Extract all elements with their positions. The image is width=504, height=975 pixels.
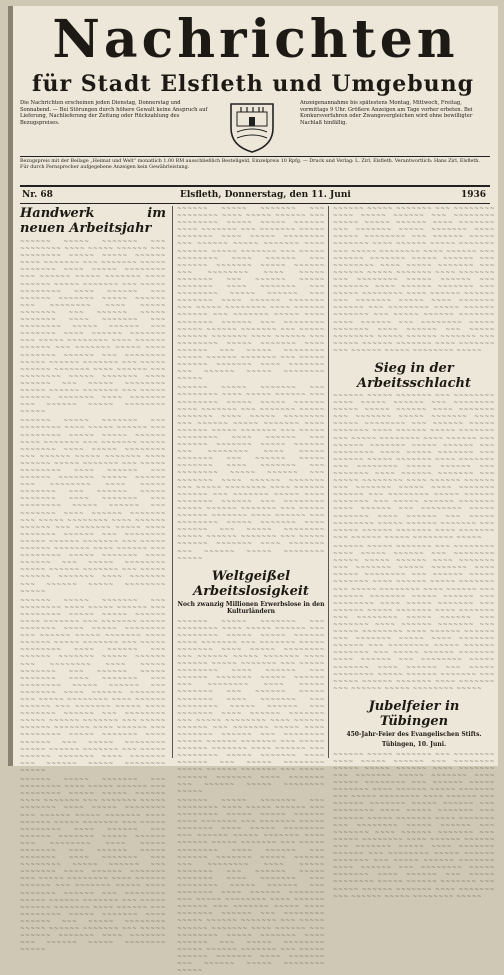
issue-number: Nr. 68 [22,187,53,203]
column-2 [172,206,325,758]
column-3 [328,206,495,758]
article-body-weltgeissel: ~~~~~~ ~~~~~ ~~~~~~~ ~~~ ~~~~~~~~ ~~~~ ~~~~~ ~~~~~~ ~~~ ~~~~~~~~ ~~~~~ ~~~~~ ~~~~~~ ~~~~ ~~~~~~~ ~~~ ~~~~~~~ ~~~~~ ~~~~~~~ ~~~~ ~~~~~ ~~~~~~~~ ~~~ ~~~~~~ ~~~~~ ~~~~~~~ ~~~~ ~~~~~~ ~~~~~ ~~~~~~~ ~~~ ~~~~~ ~~~~~~~~ ~~~~ ~~~~~~ ~~~ ~~~~~~ ~~~~~~~ ~~~~~ ~~~~~~ ~~~ ~~~~~~~~ ~~~~ ~~~~~ ~~~~~~~ ~~~ ~~~~~~ ~~~~~ ~~~~~~~ ~~~~ ~~~~~~~ ~~~ ~~~~~~~~ ~~~~~ ~~~~~~ ~~~ ~~~~~~~ ~~~~ ~~~~~~ ~~~~~~~ ~~~ ~~~~~ ~~~~~~~~ ~~~~ ~~~~~~ ~~~~~~ ~~~ ~~~~~~~ ~~~~~ ~~~~ ~~~~~~~ ~~~~~~ ~~~ ~~~~~~~~ ~~~~~ ~~~~~~ ~~~~~~~ ~~~ ~~~~~ ~~~~~~ ~~~~~~~ ~~~~ ~~~~~~ ~~~ ~~~~~~~~ ~~~~~ ~~~~~~~ ~~~~ ~~~~~~ ~~~ ~~~~~ ~~~~~~~~ ~~~~~ ~~~~~~ ~~~~~~~ ~~~ ~~~~~ ~~~~~~ ~~~~~~~ ~~~~ ~~~~~~~ ~~~ ~~~~~~ ~~~~~ ~~~~~~~~ ~~~~~ ~~~~~~ ~~~~~ ~~~~~~~ ~~~ ~~~~~~~~ ~~~~ ~~~~~ ~~~~~~ ~~~ ~~~~~~~~ ~~~~~ ~~~~~ ~~~~~~ ~~~~ ~~~~~~~ ~~~ ~~~~~~~ ~~~~~ ~~~~~~~ ~~~~ ~~~~~ ~~~~~~~~ ~~~ ~~~~~~ ~~~~~ ~~~~~~~ ~~~~ ~~~~~~ ~~~~~ ~~~~~~~ ~~~ ~~~~~ ~~~~~~~~ ~~~~ ~~~~~~ ~~~ ~~~~~~ ~~~~~~~ ~~~~~ ~~~~~~ ~~~ ~~~~~~~~ ~~~~ ~~~~~ ~~~~~~~ ~~~ ~~~~~~ ~~~~~ ~~~~~~~ ~~~~ ~~~~~~~ ~~~ ~~~~~~~~ ~~~~~ ~~~~~~ ~~~ ~~~~~~~ ~~~~ ~~~~~~ ~~~~~~~ ~~~ ~~~~~ ~~~~~~~~ ~~~~ ~~~~~~ ~~~~~~ ~~~ ~~~~~~~ ~~~~~ ~~~~ ~~~~~~~ ~~~~~~ ~~~ ~~~~~~~~ ~~~~~ ~~~~~~ ~~~~~~~ ~~~ ~~~~~ ~~~~~~ ~~~~~~~ ~~~~ ~~~~~~ ~~~ ~~~~~~~~ ~~~~~ ~~~~~~~ ~~~~ ~~~~~~ ~~~ ~~~~~ ~~~~~~~~ ~~~~~ ~~~~~~ ~~~~~~~ ~~~ ~~~~~ ~~~~~~ ~~~~~~~ ~~~~ ~~~~~~~ ~~~ ~~~~~~ ~~~~~ ~~~~~~~~ ~~~~~ [177,619,325,975]
issue-date: Elsfleth, Donnerstag, den 11. Juni [180,187,351,203]
article-subtitle-weltgeissel: Noch zwanzig Millionen Erwerbslose in den Kulturländern [177,601,325,616]
column-1 [20,206,166,758]
article-dateline-jubelfeier: Tübingen, 10. Juni. [333,741,495,748]
publication-info: Die Nachrichten erscheinen jeden Dienstag, Donnerstag und Sonnabend. — Bei Störungen durch höhere Gewalt keine Anspruch auf Lieferung, Nachlieferung der Zeitung oder Rückzahlung des Bezugspreises. [20,100,210,126]
town-crest-icon [223,98,281,154]
masthead-subtitle: für Stadt Elsfleth und Umgebung [18,72,488,96]
article-subtitle-jubelfeier: 450-Jahr-Feier des Evangelischen Stifts. [333,731,495,738]
article-body-jubelfeier: ~~~~~~ ~~~~~ ~~~~~~~ ~~~ ~~~~~~~~ ~~~~ ~~~~~ ~~~~~~ ~~~ ~~~~~~~~ ~~~~~ ~~~~~ ~~~~~~ ~~~~ ~~~~~~~ ~~~ ~~~~~~~ ~~~~~ ~~~~~~~ ~~~~ ~~~~~ ~~~~~~~~ ~~~ ~~~~~~ ~~~~~ ~~~~~~~ ~~~~ ~~~~~~ ~~~~~ ~~~~~~~ ~~~ ~~~~~ ~~~~~~~~ ~~~~ ~~~~~~ ~~~ ~~~~~~ ~~~~~~~ ~~~~~ ~~~~~~ ~~~ ~~~~~~~~ ~~~~ ~~~~~ ~~~~~~~ ~~~ ~~~~~~ ~~~~~ ~~~~~~~ ~~~~ ~~~~~~~ ~~~ ~~~~~~~~ ~~~~~ ~~~~~~ ~~~ ~~~~~~~ ~~~~ ~~~~~~ ~~~~~~~ ~~~ ~~~~~ ~~~~~~~~ ~~~~ ~~~~~~ ~~~~~~ ~~~ ~~~~~~~ ~~~~~ ~~~~ ~~~~~~~ ~~~~~~ ~~~ ~~~~~~~~ ~~~~~ ~~~~~~ ~~~~~~~ ~~~ ~~~~~ ~~~~~~ ~~~~~~~ ~~~~ ~~~~~~ ~~~ ~~~~~~~~ ~~~~~ ~~~~~~~ ~~~~ ~~~~~~ ~~~ ~~~~~ ~~~~~~~~ ~~~~~ ~~~~~~ ~~~~~~~ ~~~ ~~~~~ ~~~~~~ ~~~~~~~ ~~~~ ~~~~~~~ ~~~ ~~~~~~ ~~~~~ ~~~~~~~~ ~~~~~ [333,752,495,901]
article-body-sieg: ~~~~~~ ~~~~~ ~~~~~~~ ~~~ ~~~~~~~~ ~~~~ ~~~~~ ~~~~~~ ~~~ ~~~~~~~~ ~~~~~ ~~~~~ ~~~~~~ ~~~~ ~~~~~~~ ~~~ ~~~~~~~ ~~~~~ ~~~~~~~ ~~~~ ~~~~~ ~~~~~~~~ ~~~ ~~~~~~ ~~~~~ ~~~~~~~ ~~~~ ~~~~~~ ~~~~~ ~~~~~~~ ~~~ ~~~~~ ~~~~~~~~ ~~~~ ~~~~~~ ~~~ ~~~~~~ ~~~~~~~ ~~~~~ ~~~~~~ ~~~ ~~~~~~~~ ~~~~ ~~~~~ ~~~~~~~ ~~~ ~~~~~~ ~~~~~ ~~~~~~~ ~~~~ ~~~~~~~ ~~~ ~~~~~~~~ ~~~~~ ~~~~~~ ~~~ ~~~~~~~ ~~~~ ~~~~~~ ~~~~~~~ ~~~ ~~~~~ ~~~~~~~~ ~~~~ ~~~~~~ ~~~~~~ ~~~ ~~~~~~~ ~~~~~ ~~~~ ~~~~~~~ ~~~~~~ ~~~ ~~~~~~~~ ~~~~~ ~~~~~~ ~~~~~~~ ~~~ ~~~~~ ~~~~~~ ~~~~~~~ ~~~~ ~~~~~~ ~~~ ~~~~~~~~ ~~~~~ ~~~~~~~ ~~~~ ~~~~~~ ~~~ ~~~~~ ~~~~~~~~ ~~~~~ ~~~~~~ ~~~~~~~ ~~~ ~~~~~ ~~~~~~ ~~~~~~~ ~~~~ ~~~~~~~ ~~~ ~~~~~~ ~~~~~ ~~~~~~~~ ~~~~~ ~~~~~~ ~~~~~ ~~~~~~~ ~~~ ~~~~~~~~ ~~~~ ~~~~~ ~~~~~~ ~~~ ~~~~~~~~ ~~~~~ ~~~~~ ~~~~~~ ~~~~ ~~~~~~~ ~~~ ~~~~~~~ ~~~~~ ~~~~~~~ ~~~~ ~~~~~ ~~~~~~~~ ~~~ ~~~~~~ ~~~~~ ~~~~~~~ ~~~~ ~~~~~~ ~~~~~ ~~~~~~~ ~~~ ~~~~~ ~~~~~~~~ ~~~~ ~~~~~~ ~~~ ~~~~~~ ~~~~~~~ ~~~~~ ~~~~~~ ~~~ ~~~~~~~~ ~~~~ ~~~~~ ~~~~~~~ ~~~ ~~~~~~ ~~~~~ ~~~~~~~ ~~~~ ~~~~~~~ ~~~ ~~~~~~~~ ~~~~~ ~~~~~~ ~~~ ~~~~~~~ ~~~~ ~~~~~~ ~~~~~~~ ~~~ ~~~~~ ~~~~~~~~ ~~~~ ~~~~~~ ~~~~~~ ~~~ ~~~~~~~ ~~~~~ ~~~~ ~~~~~~~ ~~~~~~ ~~~ ~~~~~~~~ ~~~~~ ~~~~~~ ~~~~~~~ ~~~ ~~~~~ ~~~~~~ ~~~~~~~ ~~~~ ~~~~~~ ~~~ ~~~~~~~~ ~~~~~ ~~~~~~~ ~~~~ ~~~~~~ ~~~ ~~~~~ ~~~~~~~~ ~~~~~ ~~~~~~ ~~~~~~~ ~~~ ~~~~~ ~~~~~~ ~~~~~~~ ~~~~ ~~~~~~~ ~~~ ~~~~~~ ~~~~~ ~~~~~~~~ ~~~~~ [333,393,495,693]
article-body-continued: ~~~~~~ ~~~~~ ~~~~~~~ ~~~ ~~~~~~~~ ~~~~ ~~~~~ ~~~~~~ ~~~ ~~~~~~~~ ~~~~~ ~~~~~ ~~~~~~ ~~~~ ~~~~~~~ ~~~ ~~~~~~~ ~~~~~ ~~~~~~~ ~~~~ ~~~~~ ~~~~~~~~ ~~~ ~~~~~~ ~~~~~ ~~~~~~~ ~~~~ ~~~~~~ ~~~~~ ~~~~~~~ ~~~ ~~~~~ ~~~~~~~~ ~~~~ ~~~~~~ ~~~ ~~~~~~ ~~~~~~~ ~~~~~ ~~~~~~ ~~~ ~~~~~~~~ ~~~~ ~~~~~ ~~~~~~~ ~~~ ~~~~~~ ~~~~~ ~~~~~~~ ~~~~ ~~~~~~~ ~~~ ~~~~~~~~ ~~~~~ ~~~~~~ ~~~ ~~~~~~~ ~~~~ ~~~~~~ ~~~~~~~ ~~~ ~~~~~ ~~~~~~~~ ~~~~ ~~~~~~ ~~~~~~ ~~~ ~~~~~~~ ~~~~~ ~~~~ ~~~~~~~ ~~~~~~ ~~~ ~~~~~~~~ ~~~~~ ~~~~~~ ~~~~~~~ ~~~ ~~~~~ ~~~~~~ ~~~~~~~ ~~~~ ~~~~~~ ~~~ ~~~~~~~~ ~~~~~ ~~~~~~~ ~~~~ ~~~~~~ ~~~ ~~~~~ ~~~~~~~~ ~~~~~ ~~~~~~ ~~~~~~~ ~~~ ~~~~~ ~~~~~~ ~~~~~~~ ~~~~ ~~~~~~~ ~~~ ~~~~~~ ~~~~~ ~~~~~~~~ ~~~~~ ~~~~~~ ~~~~~ ~~~~~~~ ~~~ ~~~~~~~~ ~~~~ ~~~~~ ~~~~~~ ~~~ ~~~~~~~~ ~~~~~ ~~~~~ ~~~~~~ ~~~~ ~~~~~~~ ~~~ ~~~~~~~ ~~~~~ ~~~~~~~ ~~~~ ~~~~~ ~~~~~~~~ ~~~ ~~~~~~ ~~~~~ ~~~~~~~ ~~~~ ~~~~~~ ~~~~~ ~~~~~~~ ~~~ ~~~~~ ~~~~~~~~ ~~~~ ~~~~~~ ~~~ ~~~~~~ ~~~~~~~ ~~~~~ ~~~~~~ ~~~ ~~~~~~~~ ~~~~ ~~~~~ ~~~~~~~ ~~~ ~~~~~~ ~~~~~ ~~~~~~~ ~~~~ ~~~~~~~ ~~~ ~~~~~~~~ ~~~~~ ~~~~~~ ~~~ ~~~~~~~ ~~~~ ~~~~~~ ~~~~~~~ ~~~ ~~~~~ ~~~~~~~~ ~~~~ ~~~~~~ ~~~~~~ ~~~ ~~~~~~~ ~~~~~ ~~~~ ~~~~~~~ ~~~~~~ ~~~ ~~~~~~~~ ~~~~~ ~~~~~~ ~~~~~~~ ~~~ ~~~~~ ~~~~~~ ~~~~~~~ ~~~~ ~~~~~~ ~~~ ~~~~~~~~ ~~~~~ ~~~~~~~ ~~~~ ~~~~~~ ~~~ ~~~~~ ~~~~~~~~ ~~~~~ ~~~~~~ ~~~~~~~ ~~~ ~~~~~ ~~~~~~ ~~~~~~~ ~~~~ ~~~~~~~ ~~~ ~~~~~~ ~~~~~ ~~~~~~~~ ~~~~~ [177,206,325,563]
advertising-info: Anzeigenannahme bis spätestens Montag, Mittwoch, Freitag, vormittags 9 Uhr. Größere Anzeigen am Tage vorher erbeten. Bei Konkursverfahren oder Zwangsvergleichen wird ohne bewilligter Nachlaß hinfällig. [300,100,490,126]
article-title-weltgeissel: Weltgeißel Arbeitslosigkeit [177,569,325,599]
imprint-line: Bezugspreis mit der Beilage „Heimat und Welt“ monatlich 1.00 RM ausschließlich Bestellgeld, Einzelpreis 10 Rpfg. — Druck und Verlag: L. Zirl, Elsfleth. Verantwortlich: Hans Zirl, Elsfleth. Für durch Fernsprecher aufgegebene Anzeigen kein Gewährleistung. [20,156,490,172]
article-title-handwerk: Handwerk im neuen Arbeitsjahr [20,206,166,236]
binding-edge [8,6,13,766]
article-title-jubelfeier: Jubelfeier in Tübingen [333,699,495,729]
article-title-sieg: Sieg in der Arbeitsschlacht [333,361,495,391]
masthead [18,12,493,76]
newspaper-page [8,6,498,766]
issue-year: 1936 [461,187,486,203]
article-body-handwerk: ~~~~~~ ~~~~~ ~~~~~~~ ~~~ ~~~~~~~~ ~~~~ ~~~~~ ~~~~~~ ~~~ ~~~~~~~~ ~~~~~ ~~~~~ ~~~~~~ ~~~~ ~~~~~~~ ~~~ ~~~~~~~ ~~~~~ ~~~~~~~ ~~~~ ~~~~~ ~~~~~~~~ ~~~ ~~~~~~ ~~~~~ ~~~~~~~ ~~~~ ~~~~~~ ~~~~~ ~~~~~~~ ~~~ ~~~~~ ~~~~~~~~ ~~~~ ~~~~~~ ~~~ ~~~~~~ ~~~~~~~ ~~~~~ ~~~~~~ ~~~ ~~~~~~~~ ~~~~ ~~~~~ ~~~~~~~ ~~~ ~~~~~~ ~~~~~ ~~~~~~~ ~~~~ ~~~~~~~ ~~~ ~~~~~~~~ ~~~~~ ~~~~~~ ~~~ ~~~~~~~ ~~~~ ~~~~~~ ~~~~~~~ ~~~ ~~~~~ ~~~~~~~~ ~~~~ ~~~~~~ ~~~~~~ ~~~ ~~~~~~~ ~~~~~ ~~~~ ~~~~~~~ ~~~~~~ ~~~ ~~~~~~~~ ~~~~~ ~~~~~~ ~~~~~~~ ~~~ ~~~~~ ~~~~~~ ~~~~~~~ ~~~~ ~~~~~~ ~~~ ~~~~~~~~ ~~~~~ ~~~~~~~ ~~~~ ~~~~~~ ~~~ ~~~~~ ~~~~~~~~ ~~~~~ ~~~~~~ ~~~~~~~ ~~~ ~~~~~ ~~~~~~ ~~~~~~~ ~~~~ ~~~~~~~ ~~~ ~~~~~~ ~~~~~ ~~~~~~~~ ~~~~~ ~~~~~~ ~~~~~ ~~~~~~~ ~~~ ~~~~~~~~ ~~~~ ~~~~~ ~~~~~~ ~~~ ~~~~~~~~ ~~~~~ ~~~~~ ~~~~~~ ~~~~ ~~~~~~~ ~~~ ~~~~~~~ ~~~~~ ~~~~~~~ ~~~~ ~~~~~ ~~~~~~~~ ~~~ ~~~~~~ ~~~~~ ~~~~~~~ ~~~~ ~~~~~~ ~~~~~ ~~~~~~~ ~~~ ~~~~~ ~~~~~~~~ ~~~~ ~~~~~~ ~~~ ~~~~~~ ~~~~~~~ ~~~~~ ~~~~~~ ~~~ ~~~~~~~~ ~~~~ ~~~~~ ~~~~~~~ ~~~ ~~~~~~ ~~~~~ ~~~~~~~ ~~~~ ~~~~~~~ ~~~ ~~~~~~~~ ~~~~~ ~~~~~~ ~~~ ~~~~~~~ ~~~~ ~~~~~~ ~~~~~~~ ~~~ ~~~~~ ~~~~~~~~ ~~~~ ~~~~~~ ~~~~~~ ~~~ ~~~~~~~ ~~~~~ ~~~~ ~~~~~~~ ~~~~~~ ~~~ ~~~~~~~~ ~~~~~ ~~~~~~ ~~~~~~~ ~~~ ~~~~~ ~~~~~~ ~~~~~~~ ~~~~ ~~~~~~ ~~~ ~~~~~~~~ ~~~~~ ~~~~~~~ ~~~~ ~~~~~~ ~~~ ~~~~~ ~~~~~~~~ ~~~~~ ~~~~~~ ~~~~~~~ ~~~ ~~~~~ ~~~~~~ ~~~~~~~ ~~~~ ~~~~~~~ ~~~ ~~~~~~ ~~~~~ ~~~~~~~~ ~~~~~ ~~~~~~ ~~~~~ ~~~~~~~ ~~~ ~~~~~~~~ ~~~~ ~~~~~ ~~~~~~ ~~~ ~~~~~~~~ ~~~~~ ~~~~~ ~~~~~~ ~~~~ ~~~~~~~ ~~~ ~~~~~~~ ~~~~~ ~~~~~~~ ~~~~ ~~~~~ ~~~~~~~~ ~~~ ~~~~~~ ~~~~~ ~~~~~~~ ~~~~ ~~~~~~ ~~~~~ ~~~~~~~ ~~~ ~~~~~ ~~~~~~~~ ~~~~ ~~~~~~ ~~~ ~~~~~~ ~~~~~~~ ~~~~~ ~~~~~~ ~~~ ~~~~~~~~ ~~~~ ~~~~~ ~~~~~~~ ~~~ ~~~~~~ ~~~~~ ~~~~~~~ ~~~~ ~~~~~~~ ~~~ ~~~~~~~~ ~~~~~ ~~~~~~ ~~~ ~~~~~~~ ~~~~ ~~~~~~ ~~~~~~~ ~~~ ~~~~~ ~~~~~~~~ ~~~~ ~~~~~~ ~~~~~~ ~~~ ~~~~~~~ ~~~~~ ~~~~ ~~~~~~~ ~~~~~~ ~~~ ~~~~~~~~ ~~~~~ ~~~~~~ ~~~~~~~ ~~~ ~~~~~ ~~~~~~ ~~~~~~~ ~~~~ ~~~~~~ ~~~ ~~~~~~~~ ~~~~~ ~~~~~~~ ~~~~ ~~~~~~ ~~~ ~~~~~ ~~~~~~~~ ~~~~~ ~~~~~~ ~~~~~~~ ~~~ ~~~~~ ~~~~~~ ~~~~~~~ ~~~~ ~~~~~~~ ~~~ ~~~~~~ ~~~~~ ~~~~~~~~ ~~~~~ ~~~~~~ ~~~~~ ~~~~~~~ ~~~ ~~~~~~~~ ~~~~ ~~~~~ ~~~~~~ ~~~ ~~~~~~~~ ~~~~~ ~~~~~ ~~~~~~ ~~~~ ~~~~~~~ ~~~ ~~~~~~~ ~~~~~ ~~~~~~~ ~~~~ ~~~~~ ~~~~~~~~ ~~~ ~~~~~~ ~~~~~ ~~~~~~~ ~~~~ ~~~~~~ ~~~~~ ~~~~~~~ ~~~ ~~~~~ ~~~~~~~~ ~~~~ ~~~~~~ ~~~ ~~~~~~ ~~~~~~~ ~~~~~ ~~~~~~ ~~~ ~~~~~~~~ ~~~~ ~~~~~ ~~~~~~~ ~~~ ~~~~~~ ~~~~~ ~~~~~~~ ~~~~ ~~~~~~~ ~~~ ~~~~~~~~ ~~~~~ ~~~~~~ ~~~ ~~~~~~~ ~~~~ ~~~~~~ ~~~~~~~ ~~~ ~~~~~ ~~~~~~~~ ~~~~ ~~~~~~ ~~~~~~ ~~~ ~~~~~~~ ~~~~~ ~~~~ ~~~~~~~ ~~~~~~ ~~~ ~~~~~~~~ ~~~~~ ~~~~~~ ~~~~~~~ ~~~ ~~~~~ ~~~~~~ ~~~~~~~ ~~~~ ~~~~~~ ~~~ ~~~~~~~~ ~~~~~ ~~~~~~~ ~~~~ ~~~~~~ ~~~ ~~~~~ ~~~~~~~~ ~~~~~ ~~~~~~ ~~~~~~~ ~~~ ~~~~~ ~~~~~~ ~~~~~~~ ~~~~ ~~~~~~~ ~~~ ~~~~~~ ~~~~~ ~~~~~~~~ ~~~~~ [20,239,166,954]
masthead-info-row [20,100,490,152]
masthead-title: Nachrichten [18,12,493,68]
dateline-bar [20,185,490,204]
article-body-col3-top: ~~~~~~ ~~~~~ ~~~~~~~ ~~~ ~~~~~~~~ ~~~~ ~~~~~ ~~~~~~ ~~~ ~~~~~~~~ ~~~~~ ~~~~~ ~~~~~~ ~~~~ ~~~~~~~ ~~~ ~~~~~~~ ~~~~~ ~~~~~~~ ~~~~ ~~~~~ ~~~~~~~~ ~~~ ~~~~~~ ~~~~~ ~~~~~~~ ~~~~ ~~~~~~ ~~~~~ ~~~~~~~ ~~~ ~~~~~ ~~~~~~~~ ~~~~ ~~~~~~ ~~~ ~~~~~~ ~~~~~~~ ~~~~~ ~~~~~~ ~~~ ~~~~~~~~ ~~~~ ~~~~~ ~~~~~~~ ~~~ ~~~~~~ ~~~~~ ~~~~~~~ ~~~~ ~~~~~~~ ~~~ ~~~~~~~~ ~~~~~ ~~~~~~ ~~~ ~~~~~~~ ~~~~ ~~~~~~ ~~~~~~~ ~~~ ~~~~~ ~~~~~~~~ ~~~~ ~~~~~~ ~~~~~~ ~~~ ~~~~~~~ ~~~~~ ~~~~ ~~~~~~~ ~~~~~~ ~~~ ~~~~~~~~ ~~~~~ ~~~~~~ ~~~~~~~ ~~~ ~~~~~ ~~~~~~ ~~~~~~~ ~~~~ ~~~~~~ ~~~ ~~~~~~~~ ~~~~~ ~~~~~~~ ~~~~ ~~~~~~ ~~~ ~~~~~ ~~~~~~~~ ~~~~~ ~~~~~~ ~~~~~~~ ~~~ ~~~~~ ~~~~~~ ~~~~~~~ ~~~~ ~~~~~~~ ~~~ ~~~~~~ ~~~~~ ~~~~~~~~ ~~~~~ [333,206,495,355]
